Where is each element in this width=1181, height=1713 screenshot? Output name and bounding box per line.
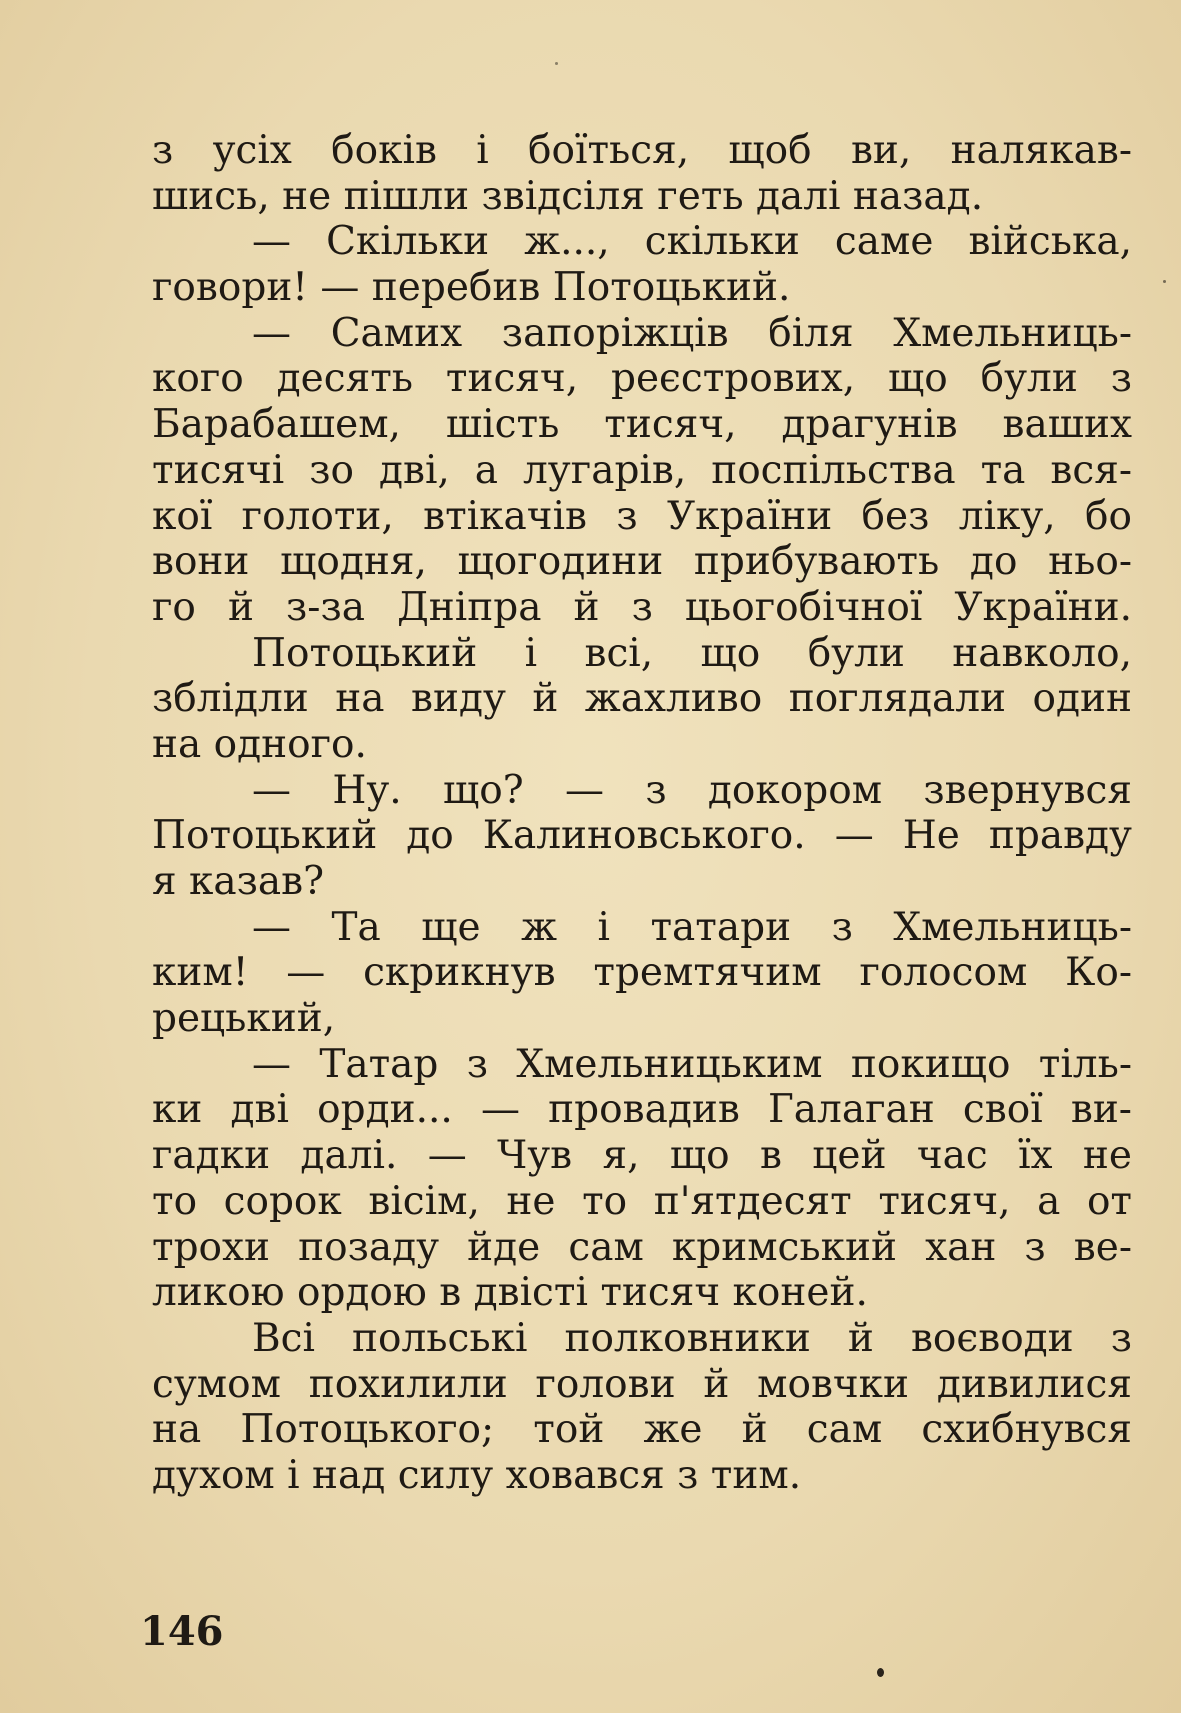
- text-line: на одного.: [152, 721, 367, 767]
- text-line: сумом похилили голови й мовчки дивилися: [152, 1361, 1132, 1407]
- page-number: 146: [140, 1608, 224, 1655]
- body-text: [152, 128, 1132, 1499]
- text-line: Всі польські полковники й воєводи з: [252, 1315, 1132, 1361]
- text-line: — Татар з Хмельницьким покищо тіль-: [252, 1041, 1132, 1087]
- text-line: рецький,: [152, 996, 336, 1042]
- text-line: — Ну. що? — з докором звернувся: [252, 767, 1132, 813]
- text-line: вони щодня, щогодини прибувають до ньо-: [152, 539, 1132, 585]
- text-line: говори! — перебив Потоцький.: [152, 265, 791, 311]
- ink-speck: [555, 62, 558, 65]
- text-line: ки дві орди... — провадив Галаган свої ви-: [152, 1087, 1132, 1133]
- text-line: то сорок вісім, не то п'ятдесят тисяч, а от: [152, 1178, 1132, 1224]
- text-line: — Самих запоріжців біля Хмельниць-: [252, 310, 1132, 356]
- text-line: трохи позаду йде сам кримський хан з ве-: [152, 1224, 1132, 1270]
- text-line: шись, не пішли звідсіля геть далі назад.: [152, 173, 984, 219]
- text-line: Барабашем, шість тисяч, драгунів ваших: [152, 402, 1132, 448]
- text-line: я казав?: [152, 859, 325, 904]
- text-line: — Скільки ж..., скільки саме війська,: [252, 219, 1132, 265]
- text-line: гадки далі. — Чув я, що в цей час їх не: [152, 1133, 1132, 1179]
- ink-speck: [877, 1668, 884, 1677]
- text-line: духом і над силу ховався з тим.: [152, 1452, 802, 1498]
- ink-speck: [1163, 280, 1166, 283]
- text-line: з усіх боків і боїться, щоб ви, налякав-: [152, 128, 1132, 173]
- text-line: ким! — скрикнув тремтячим голосом Ко-: [152, 950, 1132, 996]
- text-line: кої голоти, втікачів з України без ліку, бо: [152, 493, 1132, 539]
- text-line: кого десять тисяч, реєстрових, що були з: [152, 356, 1132, 402]
- text-line: го й з-за Дніпра й з цьогобічної України.: [152, 584, 1132, 630]
- text-line: — Та ще ж і татари з Хмельниць-: [252, 904, 1132, 950]
- text-line: ликою ордою в двісті тисяч коней.: [152, 1270, 868, 1316]
- text-line: на Потоцького; той же й сам схибнувся: [152, 1407, 1132, 1453]
- text-line: зблідли на виду й жахливо поглядали один: [152, 676, 1132, 722]
- text-line: Потоцький до Калиновського. — Не правду: [152, 813, 1132, 859]
- text-line: Потоцький і всі, що були навколо,: [252, 630, 1132, 676]
- text-line: тисячі зо дві, а лугарів, поспільства та вся-: [152, 447, 1132, 493]
